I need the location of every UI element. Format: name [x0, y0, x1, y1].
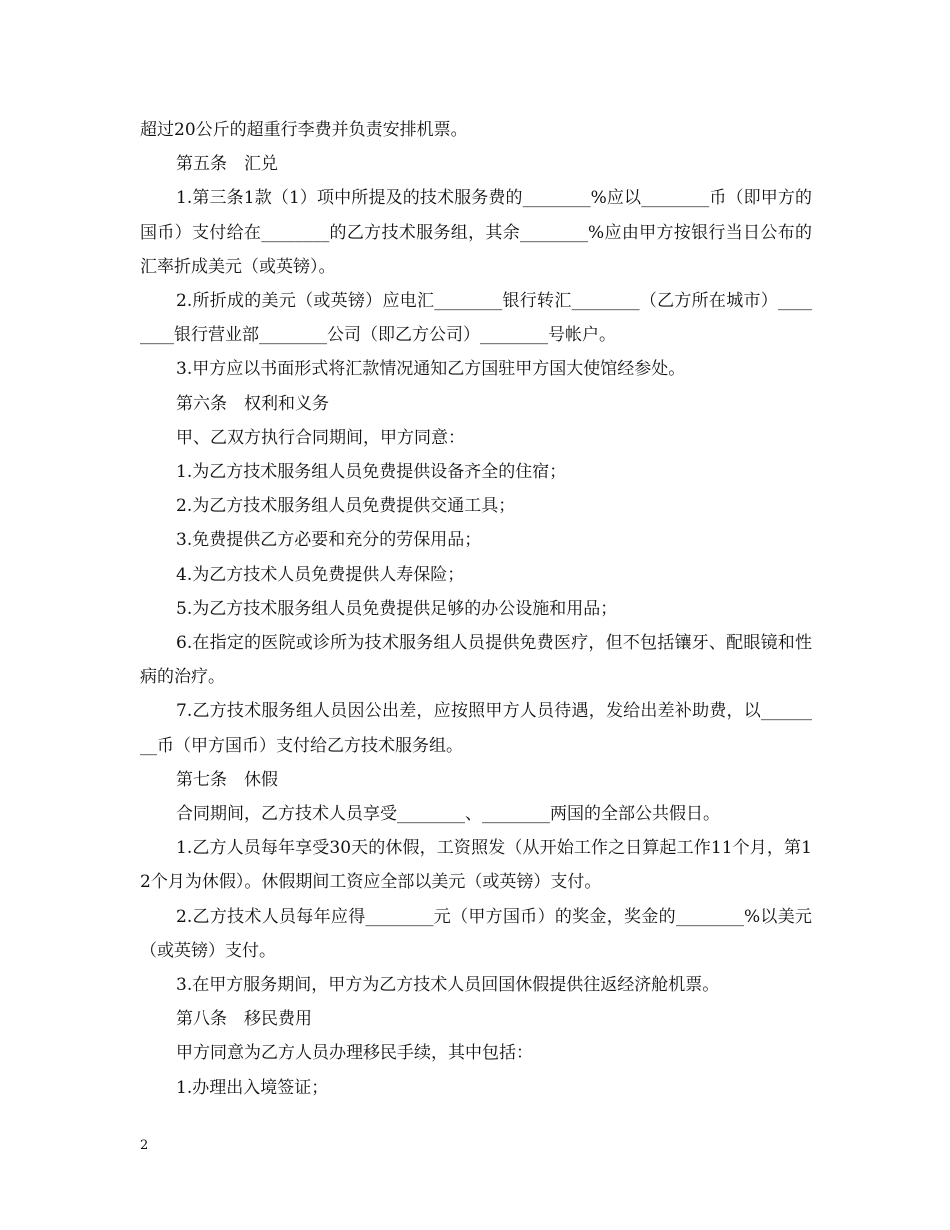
paragraph: 7.乙方技术服务组人员因公出差，应按照甲方人员待遇，发给出差补助费，以________币（甲方国币）支付给乙方技术服务组。 — [140, 701, 812, 756]
paragraph: 2.为乙方技术服务组人员免费提供交通工具； — [176, 496, 516, 517]
paragraph: 1.办理出入境签证； — [176, 1077, 329, 1098]
paragraph: 超过20公斤的超重行李费并负责安排机票。 — [140, 120, 468, 140]
paragraph: 甲方同意为乙方人员办理移民手续，其中包括： — [176, 1043, 533, 1064]
paragraph: 1.为乙方技术服务组人员免费提供设备齐全的住宿； — [176, 462, 567, 483]
paragraph: 甲、乙双方执行合同期间，甲方同意： — [176, 427, 465, 448]
page-number: 2 — [140, 1138, 149, 1153]
paragraph: 5.为乙方技术服务组人员免费提供足够的办公设施和用品； — [176, 598, 618, 619]
paragraph: 3.在甲方服务期间，甲方为乙方技术人员回国休假提供往返经济舱机票。 — [176, 975, 720, 996]
section-heading: 第五条 汇兑 — [176, 154, 278, 175]
paragraph: 2.乙方技术人员每年应得________元（甲方国币）的奖金，奖金的________%以美元（或英镑）支付。 — [140, 906, 812, 961]
section-heading: 第六条 权利和义务 — [176, 393, 329, 414]
paragraph: 1.乙方人员每年享受30天的休假，工资照发（从开始工作之日算起工作11个月，第12个月为休假）。休假期间工资应全部以美元（或英镑）支付。 — [140, 838, 812, 893]
paragraph: 2.所折成的美元（或英镑）应电汇________银行转汇________（乙方所在城市）________银行营业部________公司（即乙方公司）________号帐户。 — [140, 291, 812, 346]
paragraph: 6.在指定的医院或诊所为技术服务组人员提供免费医疗，但不包括镶牙、配眼镜和性病的治疗。 — [140, 633, 812, 688]
section-heading: 第八条 移民费用 — [176, 1009, 312, 1030]
paragraph: 1.第三条1款（1）项中所提及的技术服务费的________%应以________币（即甲方的国币）支付给在________的乙方技术服务组，其余________%应由甲方按银行当日公布的汇率折成美元（或英镑）。 — [140, 188, 812, 277]
document-body — [140, 113, 812, 1105]
paragraph: 4.为乙方技术人员免费提供人寿保险； — [176, 564, 465, 585]
paragraph: 3.免费提供乙方必要和充分的劳保用品； — [176, 530, 482, 551]
paragraph: 合同期间，乙方技术人员享受________、________两国的全部公共假日。 — [176, 804, 720, 825]
section-heading: 第七条 休假 — [176, 769, 278, 790]
paragraph: 3.甲方应以书面形式将汇款情况通知乙方国驻甲方国大使馆经参处。 — [176, 359, 686, 380]
